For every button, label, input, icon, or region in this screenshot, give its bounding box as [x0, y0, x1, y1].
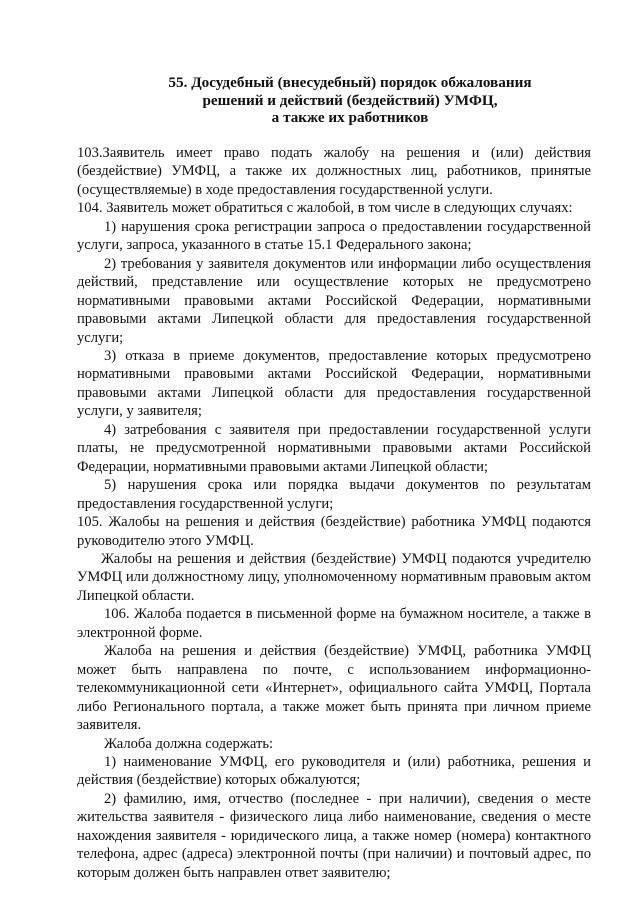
heading-line: а также их работников [271, 109, 429, 126]
list-item: 5) нарушения срока или порядка выдачи документов по результатам предоставления государственной услуги; [77, 477, 591, 512]
list-item: 1) наименование УМФЦ, его руководителя и (или) работника, решения и действия (бездействие) которых обжалуются; [77, 753, 591, 789]
paragraph-103: 103.Заявитель имеет право подать жалобу на решения и (или) действия (бездействие) УМФЦ, а также их должностных лиц, работников, принятые (осуществляемые) в ходе предоставления государственной услуги. [77, 145, 591, 198]
paragraph: Жалоба должна содержать: [104, 735, 274, 752]
paragraph: Жалоба на решения и действия (бездействие) УМФЦ, работника УМФЦ может быть направлена по почте, с использованием информационно-телекоммуникационной сети «Интернет», официального сайта УМФЦ, Портала либо Регионального портала, а также может быть принята при личном приеме заявителя. [77, 643, 591, 734]
heading-line: 55. Досудебный (внесудебный) порядок обжалования [168, 74, 532, 91]
list-item: 3) отказа в приеме документов, предоставление которых предусмотрено нормативными правовыми актами Российской Федерации, нормативными правовыми актами Липецкой области для предоставления государственной услуги, у заявителя; [77, 347, 591, 420]
document-body [77, 144, 591, 882]
paragraph-105: 105. Жалобы на решения и действия (бездействие) работника УМФЦ подаются руководителю этого УМФЦ. [77, 514, 591, 549]
paragraph: Жалобы на решения и действия (бездействие) УМФЦ подаются учредителю УМФЦ или должностному лицу, уполномоченному нормативным правовым актом Липецкой области. [77, 550, 591, 604]
section-heading [150, 74, 550, 127]
list-item: 1) нарушения срока регистрации запроса о предоставлении государственной услуги, запроса, указанного в статье 15.1 Федерального закона; [77, 218, 591, 254]
heading-line: решений и действий (бездействий) УМФЦ, [202, 91, 498, 109]
list-item: 2) требования у заявителя документов или информации либо осуществления действий, представление или осуществление которых не предусмотрено нормативными правовыми актами Российской Федерации, нормативными правовыми актами Липецкой области для предоставления государственной услуги; [77, 255, 591, 346]
paragraph-106: 106. Жалоба подается в письменной форме на бумажном носителе, а также в электронной форме. [77, 606, 591, 641]
paragraph-104: 104. Заявитель может обратиться с жалобой, в том числе в следующих случаях: [77, 200, 573, 217]
list-item: 4) затребования с заявителя при предоставлении государственной услуги платы, не предусмотренной нормативными правовыми актами Российской Федерации, нормативными правовыми актами Липецкой области; [77, 421, 591, 475]
list-item: 2) фамилию, имя, отчество (последнее - при наличии), сведения о месте жительства заявителя - физического лица либо наименование, сведения о месте нахождения заявителя - юридического лица, а также номер (номера) контактного телефона, адрес (адреса) электронной почты (при наличии) и почтовый адрес, по которым должен быть направлен ответ заявителю; [77, 790, 591, 881]
